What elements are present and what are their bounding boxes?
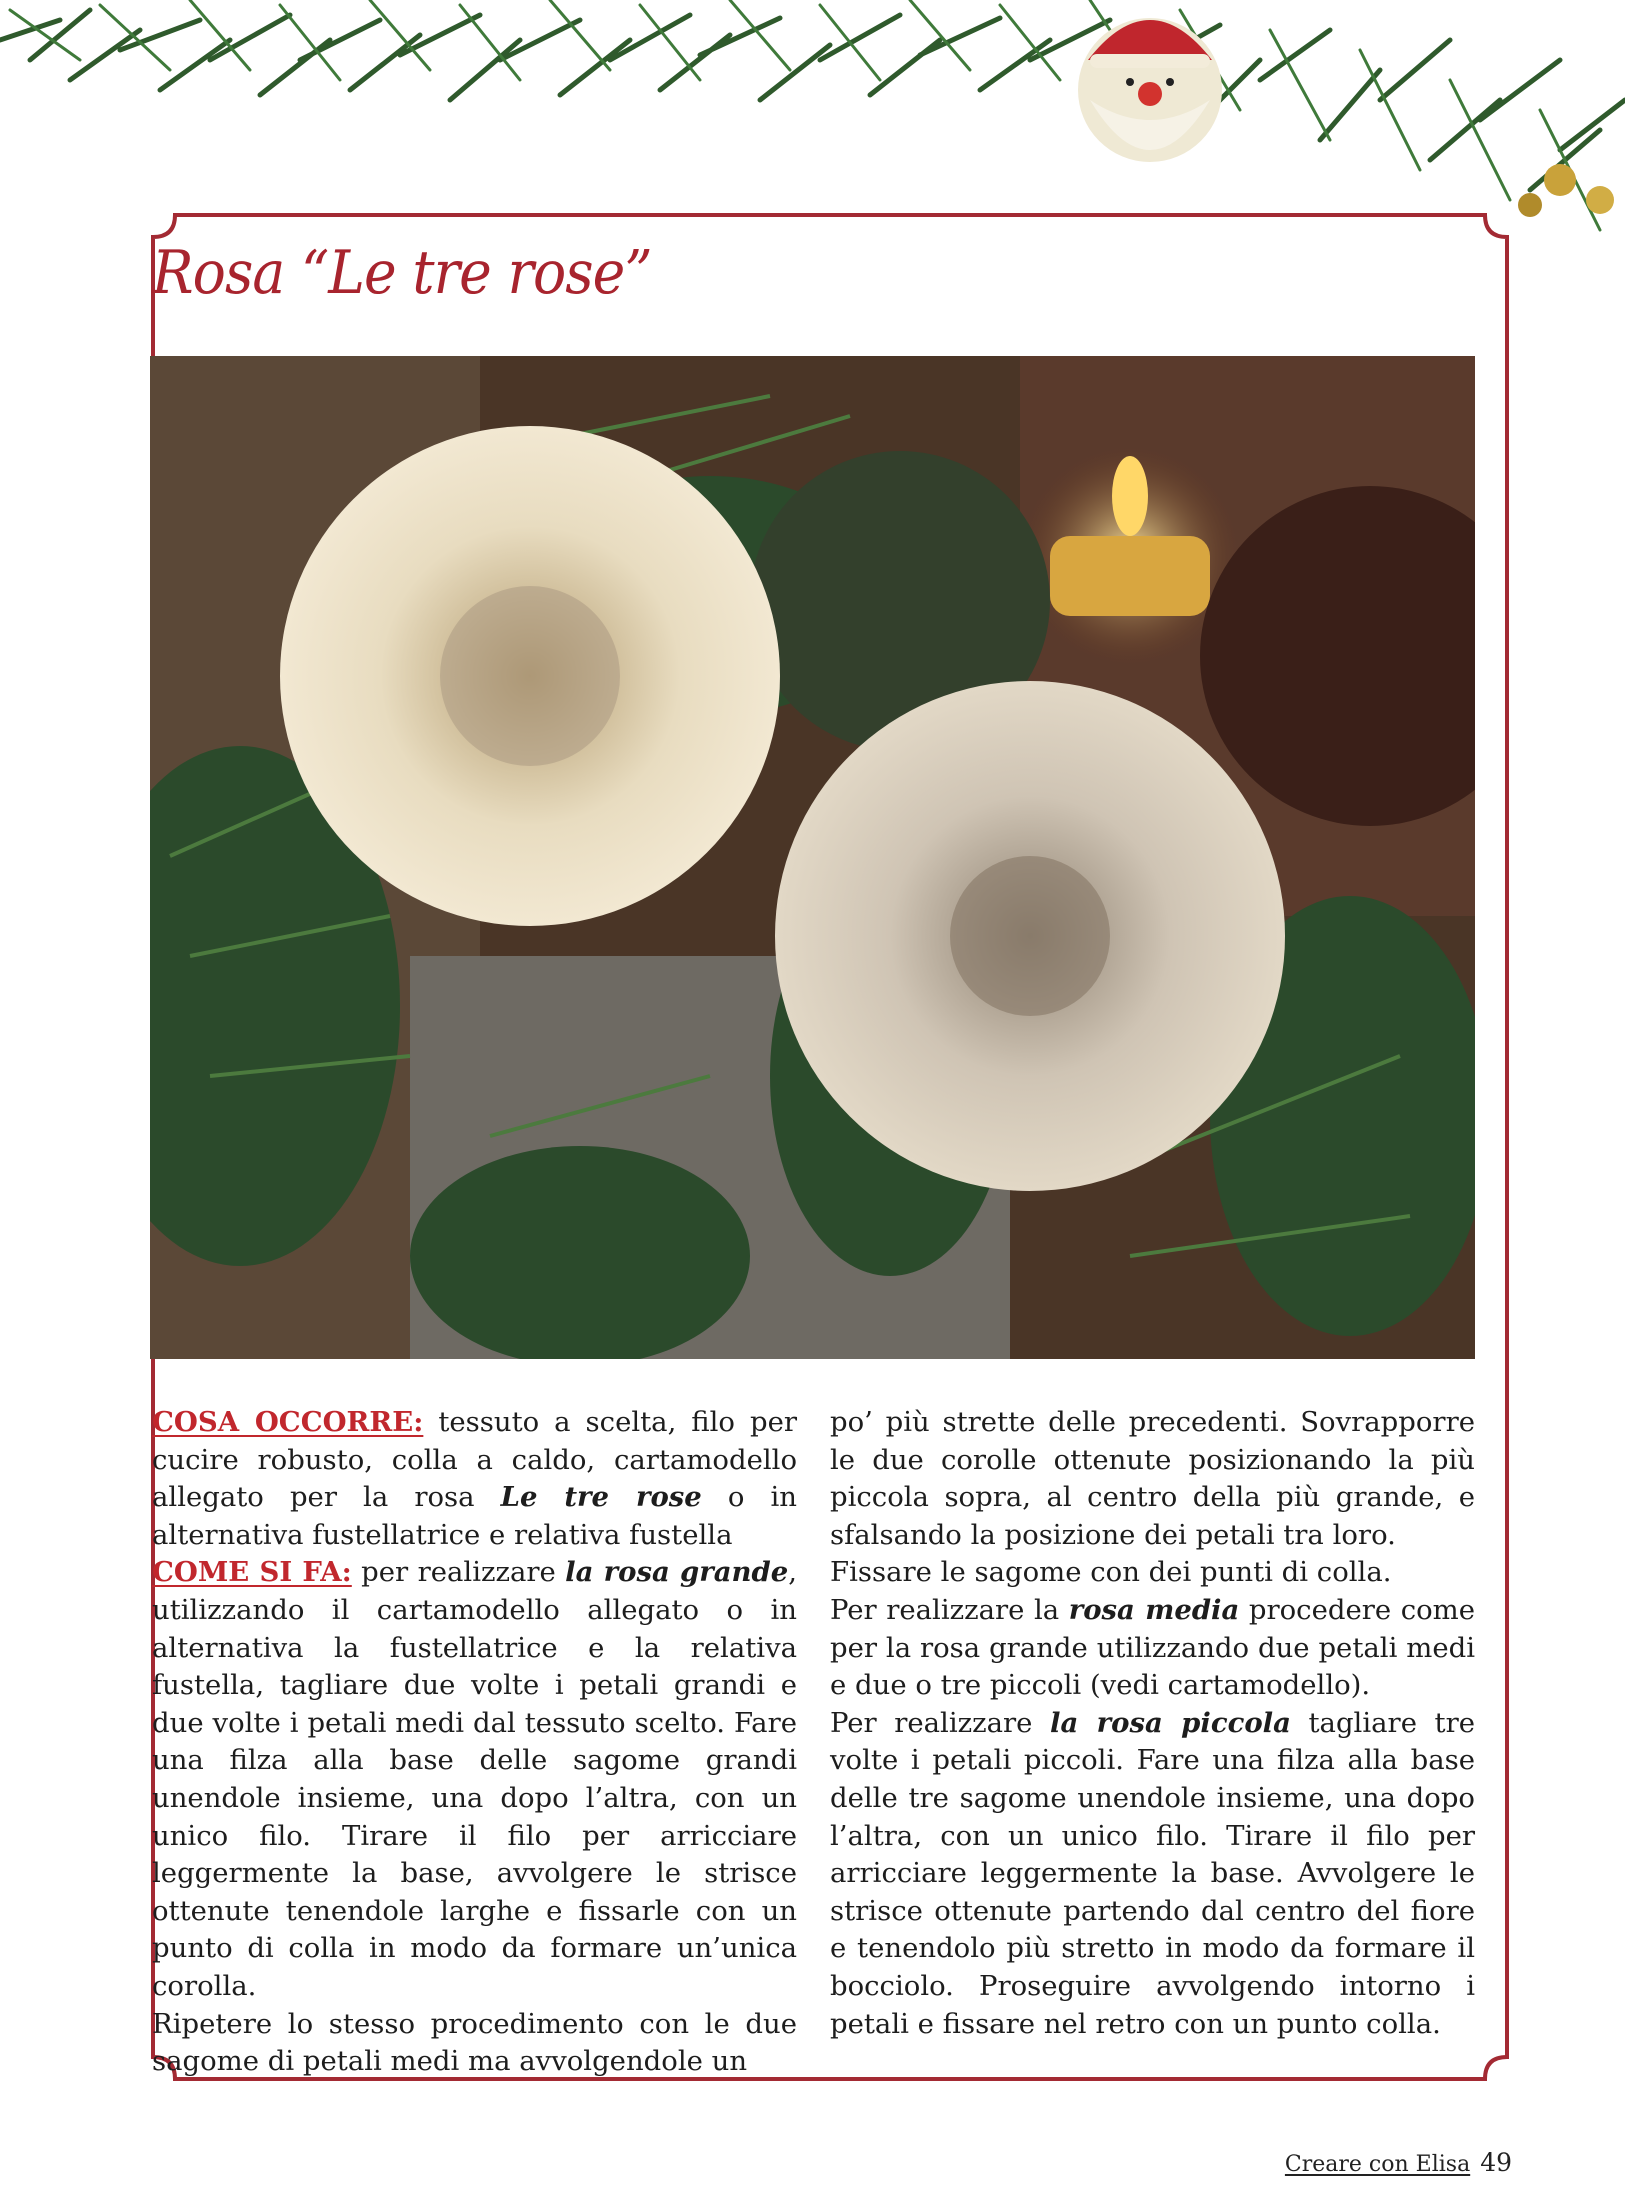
- page-title: Rosa “Le tre rose”: [152, 238, 652, 308]
- body-paragraph: Ripetere lo stesso procedimento con le due sagome di petali medi ma avvolgendole un: [152, 2007, 797, 2078]
- right-column: [830, 1404, 1475, 2043]
- materials-paragraph: COSA OCCORRE: tessuto a scelta, filo per cucire robusto, colla a caldo, cartamodello allegato per la rosa Le tre rose o in alternativa fustellatrice e relativa fustella: [152, 1406, 797, 1551]
- small-rose-paragraph: Per realizzare la rosa piccola tagliare tre volte i petali piccoli. Fare una filza alla base delle tre sagome unendole insieme, una dopo l’altra, con un unico filo. Tirare il filo per arricciare leggermente la base. Avvolgere le strisce ottenute partendo dal centro del fiore e tenendolo più stretto in modo da formare il bocciolo. Proseguire avvolgendo intorno i petali e fissare nel retro con un punto colla.: [830, 1706, 1475, 2040]
- body-paragraph: po’ più strette delle precedenti. Sovrapporre le due corolle ottenute posizionando la più piccola sopra, al centro della più grande, e sfalsando la posizione dei petali tra loro.: [830, 1406, 1475, 1551]
- page-footer: [1285, 2148, 1512, 2177]
- left-column: [152, 1404, 797, 2081]
- body-paragraph: Fissare le sagome con dei punti di colla.: [830, 1556, 1392, 1589]
- page-number: 49: [1480, 2148, 1512, 2177]
- instructions-paragraph: COME SI FA: per realizzare la rosa grande, utilizzando il cartamodello allegato o in alternativa la fustellatrice e la relativa fustella, tagliare due volte i petali grandi e due volte i petali medi dal tessuto scelto. Fare una filza alla base delle sagome grandi unendole insieme, una dopo l’altra, con un unico filo. Tirare il filo per arricciare leggermente la base, avvolgere le strisce ottenute tenendole larghe e fissarle con un punto di colla in modo da formare un’unica corolla.: [152, 1556, 797, 2002]
- materials-label: COSA OCCORRE:: [152, 1406, 424, 1438]
- instructions-label: COME SI FA:: [152, 1556, 352, 1589]
- roses-photo: [150, 356, 1475, 1359]
- medium-rose-paragraph: Per realizzare la rosa media procedere come per la rosa grande utilizzando due petali medi e due o tre piccoli (vedi cartamodello).: [830, 1593, 1476, 1702]
- magazine-name: Creare con Elisa: [1284, 2152, 1471, 2177]
